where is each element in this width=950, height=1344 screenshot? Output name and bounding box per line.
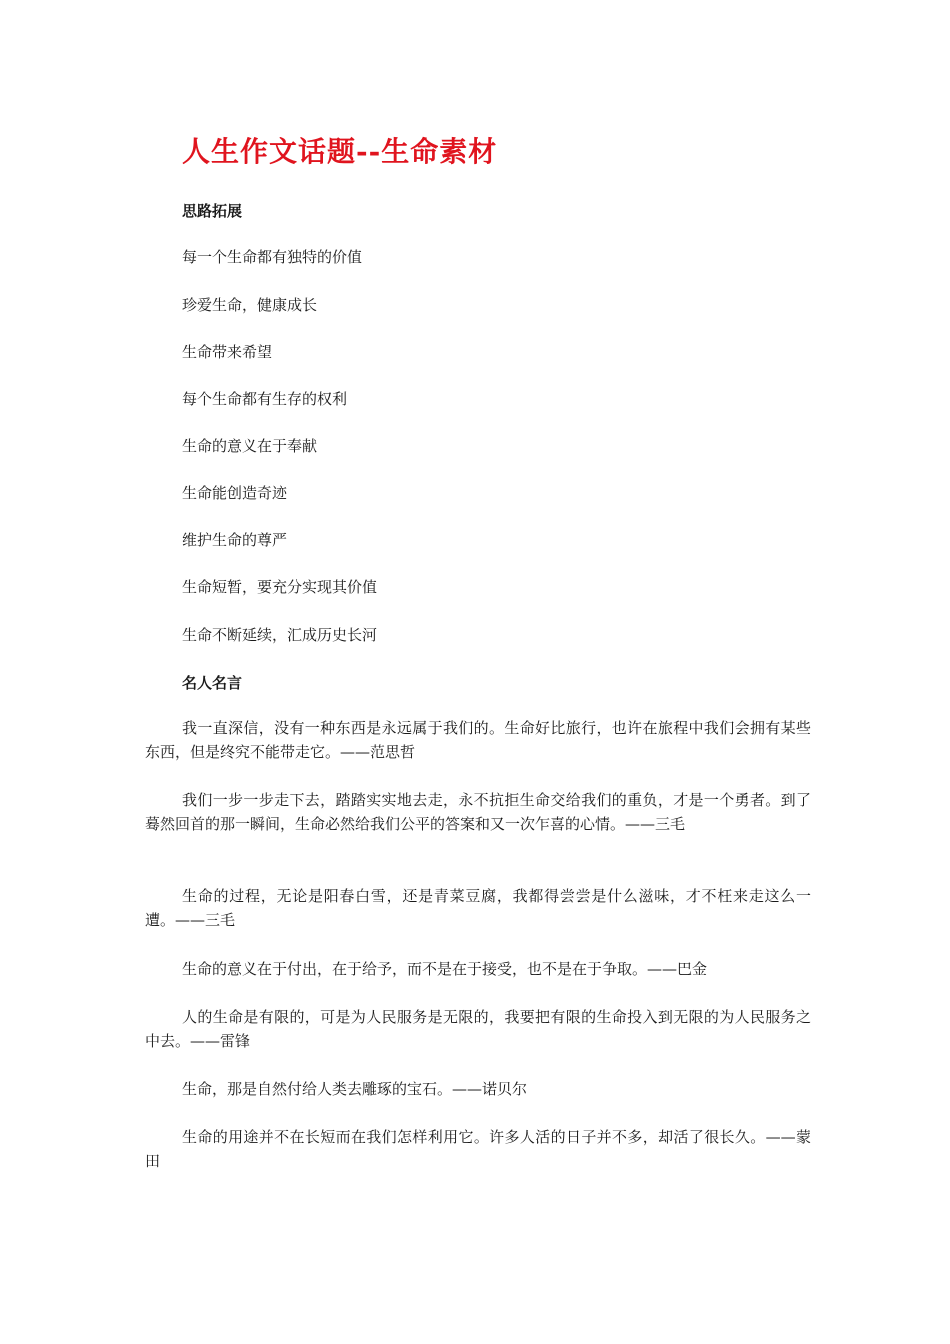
idea-item: 生命带来希望 — [182, 343, 273, 361]
section-heading-quotes: 名人名言 — [182, 674, 243, 692]
idea-item: 生命的意义在于奉献 — [182, 437, 318, 455]
quote-paragraph: 生命，那是自然付给人类去雕琢的宝石。——诺贝尔 — [182, 1080, 528, 1098]
quote-paragraph: 生命的意义在于付出，在于给予，而不是在于接受，也不是在于争取。——巴金 — [182, 960, 708, 978]
page-title: 人生作文话题--生命素材 — [182, 135, 498, 168]
idea-item: 每个生命都有生存的权利 — [182, 390, 348, 408]
idea-item: 生命能创造奇迹 — [182, 484, 288, 502]
idea-item: 珍爱生命，健康成长 — [182, 296, 318, 314]
quote-paragraph: 人的生命是有限的，可是为人民服务是无限的，我要把有限的生命投入到无限的为人民服务之中去。——雷锋 — [145, 1008, 811, 1050]
idea-item: 生命不断延续，汇成历史长河 — [182, 626, 378, 644]
quote-paragraph: 生命的过程，无论是阳春白雪，还是青菜豆腐，我都得尝尝是什么滋味，才不枉来走这么一遭。——三毛 — [145, 887, 811, 929]
quote-paragraph: 生命的用途并不在长短而在我们怎样利用它。许多人活的日子并不多，却活了很长久。——蒙田 — [145, 1128, 811, 1170]
quote-paragraph: 我们一步一步走下去，踏踏实实地去走，永不抗拒生命交给我们的重负，才是一个勇者。到了蓦然回首的那一瞬间，生命必然给我们公平的答案和又一次乍喜的心情。——三毛 — [145, 791, 811, 833]
quote-paragraph: 我一直深信，没有一种东西是永远属于我们的。生命好比旅行，也许在旅程中我们会拥有某些东西，但是终究不能带走它。——范思哲 — [145, 719, 811, 761]
idea-item: 每一个生命都有独特的价值 — [182, 248, 363, 266]
idea-item: 维护生命的尊严 — [182, 531, 288, 549]
idea-item: 生命短暂，要充分实现其价值 — [182, 578, 378, 596]
section-heading-ideas: 思路拓展 — [182, 202, 243, 220]
